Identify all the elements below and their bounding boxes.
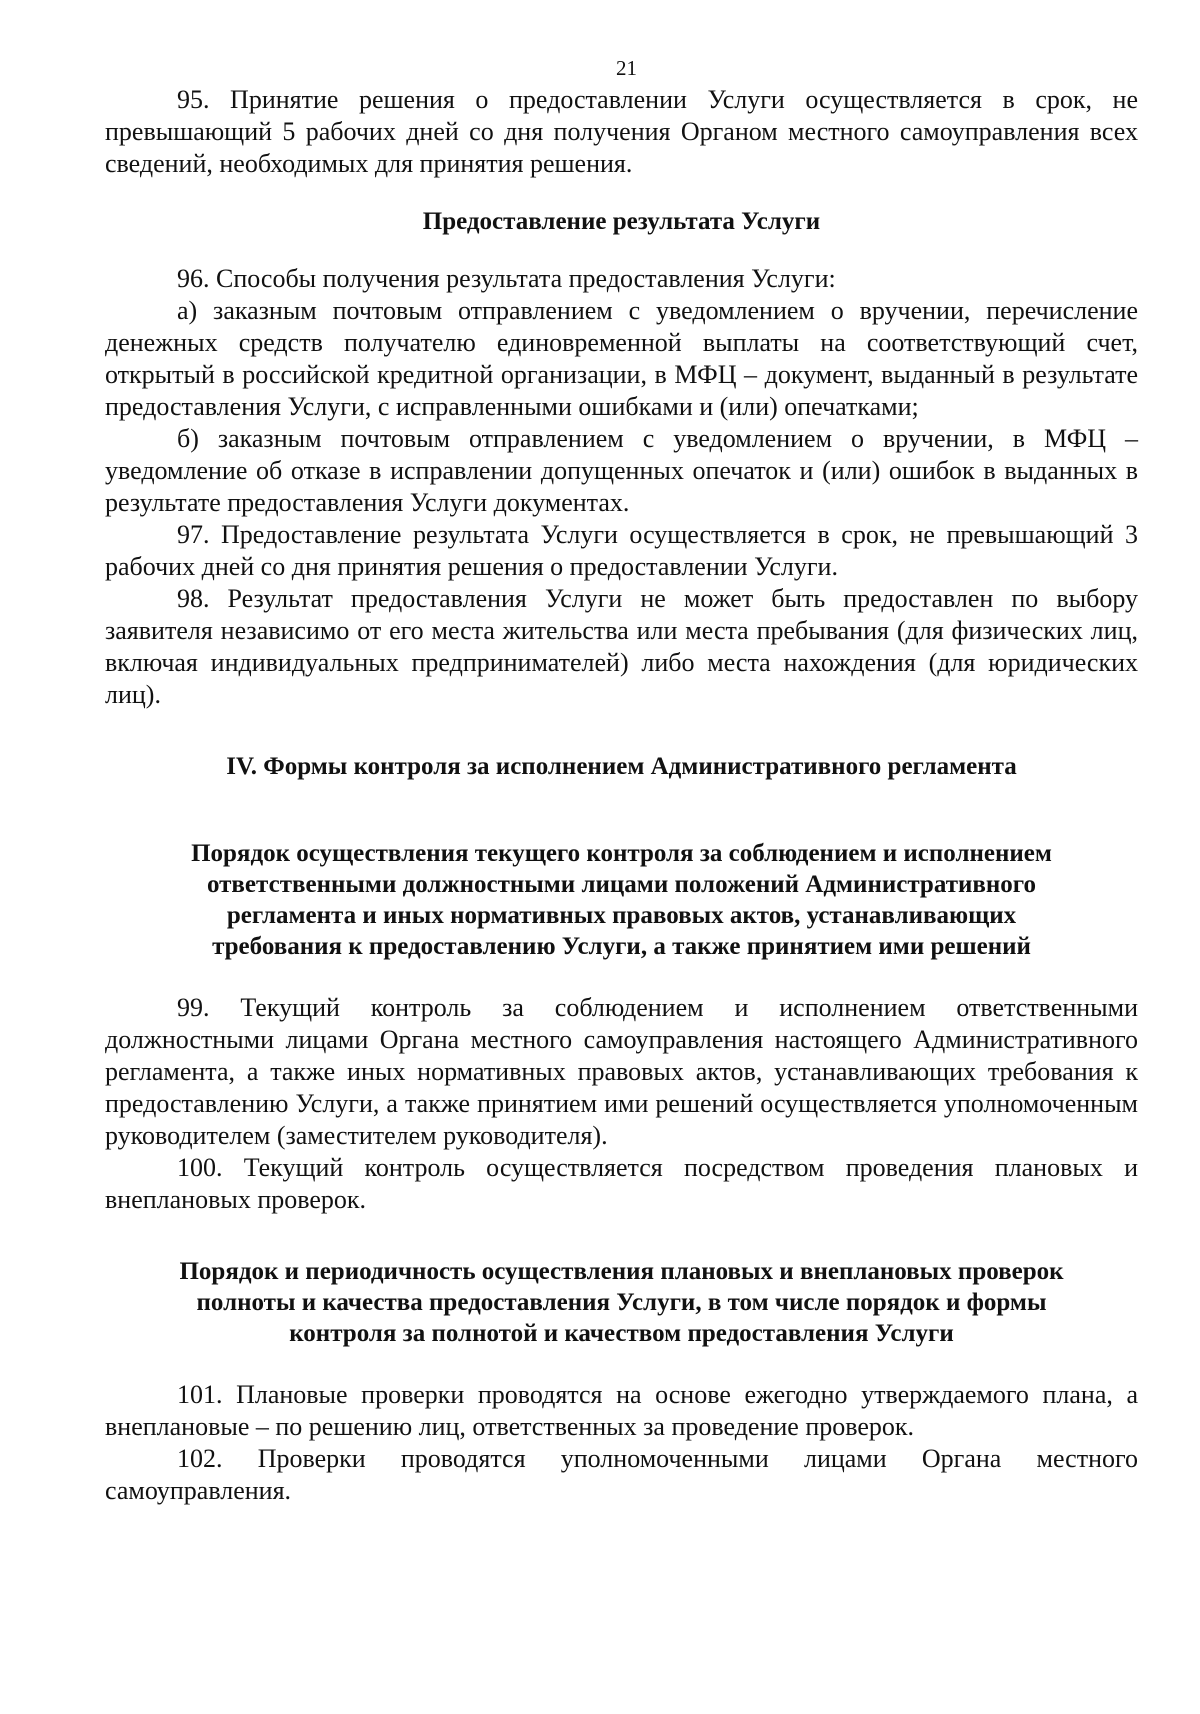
paragraph-99: 99. Текущий контроль за соблюдением и исполнением ответственными должностными лицами Органа местного самоуправления настоящего Административного регламента, а также иных нормативных правовых актов, устанавливающих требования к предоставлению Услуги, а также принятием ими решений осуществляется уполномоченным руководителем (заместителем руководителя). <box>105 993 1138 1150</box>
heading-inspections-line-1: Порядок и периодичность осуществления плановых и внеплановых проверок <box>179 1258 1064 1285</box>
heading-result-delivery: Предоставление результата Услуги <box>422 208 821 235</box>
paragraph-96: 96. Способы получения результата предоставления Услуги: <box>177 264 836 293</box>
paragraph-96-b: б) заказным почтовым отправлением с уведомлением о вручении, в МФЦ – уведомление об отказе в исправлении допущенных опечаток и (или) ошибок в выданных в результате предоставления Услуги документах. <box>105 424 1138 517</box>
heading-current-control-line-1: Порядок осуществления текущего контроля за соблюдением и исполнением <box>191 840 1052 867</box>
paragraph-97: 97. Предоставление результата Услуги осуществляется в срок, не превышающий 3 рабочих дней со дня принятия решения о предоставлении Услуги. <box>105 520 1138 581</box>
heading-current-control-line-3: регламента и иных нормативных правовых актов, устанавливающих <box>226 902 1017 929</box>
heading-section-iv: IV. Формы контроля за исполнением Административного регламента <box>226 753 1017 780</box>
paragraph-95: 95. Принятие решения о предоставлении Услуги осуществляется в срок, не превышающий 5 рабочих дней со дня получения Органом местного самоуправления всех сведений, необходимых для принятия решения. <box>105 85 1138 178</box>
document-page <box>105 58 1138 1507</box>
page-number: 21 <box>616 56 637 80</box>
heading-inspections-line-2: полноты и качества предоставления Услуги, в том числе порядок и формы <box>196 1289 1047 1316</box>
paragraph-101: 101. Плановые проверки проводятся на основе ежегодно утверждаемого плана, а внеплановые – по решению лиц, ответственных за проведение проверок. <box>105 1380 1138 1441</box>
paragraph-96-a: а) заказным почтовым отправлением с уведомлением о вручении, перечисление денежных средств получателю единовременной выплаты на соответствующий счет, открытый в российской кредитной организации, в МФЦ – документ, выданный в результате предоставления Услуги, с исправленными ошибками и (или) опечатками; <box>105 296 1138 421</box>
paragraph-100: 100. Текущий контроль осуществляется посредством проведения плановых и внеплановых проверок. <box>105 1153 1138 1214</box>
paragraph-102: 102. Проверки проводятся уполномоченными лицами Органа местного самоуправления. <box>105 1444 1138 1505</box>
heading-current-control-line-4: требования к предоставлению Услуги, а также принятием ими решений <box>212 933 1031 960</box>
heading-current-control-line-2: ответственными должностными лицами положений Административного <box>206 871 1037 898</box>
paragraph-98: 98. Результат предоставления Услуги не может быть предоставлен по выбору заявителя независимо от его места жительства или места пребывания (для физических лиц, включая индивидуальных предпринимателей) либо места нахождения (для юридических лиц). <box>105 584 1138 709</box>
heading-inspections-line-3: контроля за полнотой и качеством предоставления Услуги <box>289 1320 954 1347</box>
